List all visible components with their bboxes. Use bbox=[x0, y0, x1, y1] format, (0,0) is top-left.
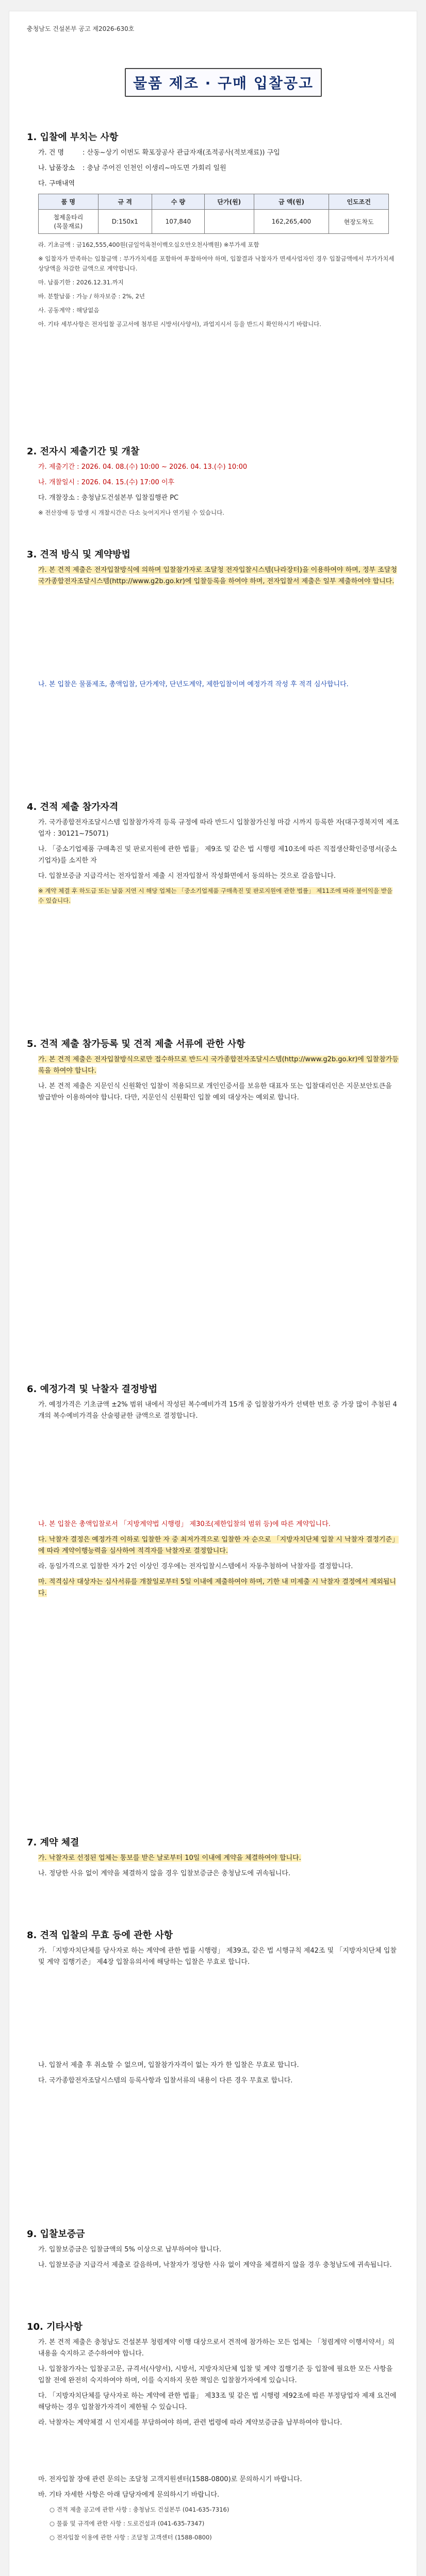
s10-line-4: 마. 전자입찰 장애 관련 문의는 조달청 고객지원센터(1588-0800)로 문의하시기 바랍니다. bbox=[38, 2476, 302, 2483]
s6-line-3: 라. 동일가격으로 입찰한 자가 2인 이상인 경우에는 전자입찰시스템에서 자동추첨하여 낙찰자를 결정합니다. bbox=[38, 1563, 353, 1570]
s1-row-0: 가. 건 명 : 산동~상기 이번도 확포장공사 관급자재(조적공사(적보재료)) 구입 bbox=[38, 149, 280, 157]
section-3 bbox=[27, 547, 399, 694]
s4-line-3: ※ 계약 체결 후 하도급 또는 납품 지연 시 해당 업체는 「중소기업제품 구매촉진 및 판로지원에 관한 법률」 제11조에 따라 불이익을 받을 수 있습니다. bbox=[38, 887, 392, 904]
s6-line-0: 가. 예정가격은 기초금액 ±2% 범위 내에서 작성된 복수예비가격 15개 중 입찰참가자가 선택한 번호 중 가장 많이 추첨된 4개의 복수예비가격을 산술평균한 금액으로 결정합니다. bbox=[38, 1401, 397, 1420]
s3-line-1: 나. 본 입찰은 물품제조, 총액입찰, 단가계약, 단년도계약, 제한입찰이며 예정가격 작성 후 적격 심사합니다. bbox=[38, 681, 349, 688]
notice-number: 충청남도 건설본부 공고 제2026-630호 bbox=[27, 25, 135, 32]
s8-line-1: 나. 입찰서 제출 후 취소할 수 없으며, 입찰참가자격이 없는 자가 한 입찰은 무효로 합니다. bbox=[38, 2061, 299, 2069]
section-1-title: 1. 입찰에 부치는 사항 bbox=[27, 132, 119, 143]
s10-line-1: 나. 입찰참가자는 입찰공고문, 규격서(사양서), 시방서, 지방자치단체 입찰 및 계약 집행기준 등 입찰에 필요한 모든 사항을 입찰 전에 완전히 숙지하여야 하며, 이를 숙지하지 못한 책임은 입찰참가자에게 있습니다. bbox=[38, 2365, 393, 2384]
s6-line-1: 나. 본 입찰은 총액입찰로서 「지방계약법 시행령」 제30조(제한입찰의 범위 등)에 따른 계약입니다. bbox=[38, 1520, 331, 1528]
section-1 bbox=[27, 130, 399, 333]
s2-line-2: 다. 개찰장소 : 충청남도건설본부 입찰집행관 PC bbox=[38, 494, 179, 502]
section-3-title: 3. 견적 방식 및 계약방법 bbox=[27, 549, 130, 560]
contact-2: ○ 전자입찰 이용에 관한 사항 : 조달청 고객센터 (1588-0800) bbox=[50, 2534, 212, 2541]
s10-line-3: 라. 낙찰자는 계약체결 시 인지세를 부담하여야 하며, 관련 법령에 따라 계약보증금을 납부하여야 합니다. bbox=[38, 2419, 342, 2427]
s2-line-1: 나. 개찰일시 : 2026. 04. 15.(수) 17:00 이후 bbox=[38, 479, 175, 486]
section-10-title: 10. 기타사항 bbox=[27, 2321, 83, 2332]
th-item: 품 명 bbox=[39, 194, 99, 210]
section-10 bbox=[27, 2319, 399, 2547]
s1-note-1: ※ 입찰자가 만족하는 입찰금액 : 부가가치세를 포함하여 투찰하여야 하며, 입찰결과 낙찰자가 면세사업자인 경우 입찰금액에서 부가가치세 상당액을 차감한 금액으로 계약합니다. bbox=[38, 255, 395, 272]
section-5-title: 5. 견적 제출 참가등록 및 견적 제출 서류에 관한 사항 bbox=[27, 1039, 245, 1049]
s5-line-1: 나. 본 견적 제출은 지문인식 신원확인 입찰이 적용되므로 개인인증서를 보유한 대표자 또는 입찰대리인은 지문보안토큰을 발급받아 이용하여야 합니다. 다만, 지문인식 신원확인 입찰 예외 대상자는 예외로 합니다. bbox=[38, 1082, 392, 1101]
s4-line-0: 가. 국가종합전자조달시스템 입찰참가자격 등록 규정에 따라 반드시 입찰참가신청 마감 시까지 등록한 자(대구경북지역 제조업자 : 30121~75071) bbox=[38, 819, 399, 838]
purchase-table bbox=[38, 194, 389, 234]
notice-title: 물품 제조 · 구매 입찰공고 bbox=[125, 68, 322, 97]
section-6 bbox=[27, 1382, 399, 1603]
section-6-title: 6. 예정가격 및 낙찰자 결정방법 bbox=[27, 1384, 158, 1395]
s5-line-0: 가. 본 견적 제출은 전자입찰방식으로만 접수하므로 반드시 국가종합전자조달시스템(http://www.g2b.go.kr)에 입찰참가등록을 하여야 합니다. bbox=[38, 1056, 399, 1075]
section-5 bbox=[27, 1037, 399, 1108]
section-2-title: 2. 전자시 제출기간 및 개찰 bbox=[27, 446, 140, 457]
section-8-title: 8. 견적 입찰의 무효 등에 관한 사항 bbox=[27, 1930, 173, 1941]
s10-line-5: 바. 기타 자세한 사항은 아래 담당자에게 문의하시기 바랍니다. bbox=[38, 2491, 220, 2499]
th-spec: 규 격 bbox=[98, 194, 152, 210]
s8-line-2: 다. 국가종합전자조달시스템의 등록사항과 입찰서류의 내용이 다른 경우 무효로 합니다. bbox=[38, 2077, 293, 2084]
section-8 bbox=[27, 1928, 399, 2091]
s1-note-5: 아. 기타 세부사항은 전자입찰 공고서에 첨부된 시방서(사양서), 과업지시서 등을 반드시 확인하시기 바랍니다. bbox=[38, 320, 321, 328]
th-qty: 수 량 bbox=[152, 194, 204, 210]
notice-page bbox=[9, 11, 417, 2576]
s1-row-2: 다. 구매내역 bbox=[38, 180, 75, 188]
th-amount: 금 액(원) bbox=[254, 194, 329, 210]
s1-note-4: 사. 공동계약 : 해당없음 bbox=[38, 307, 100, 314]
s9-line-1: 나. 입찰보증금 지급각서 제출로 갈음하며, 낙찰자가 정당한 사유 없이 계약을 체결하지 않을 경우 충청남도에 귀속됩니다. bbox=[38, 2261, 392, 2269]
s9-line-0: 가. 입찰보증금은 입찰금액의 5% 이상으로 납부하여야 합니다. bbox=[38, 2246, 222, 2253]
s3-line-0: 가. 본 견적 제출은 전자입찰방식에 의하며 입찰참가자로 조달청 전자입찰시스템(나라장터)을 이용하여야 하며, 정부 조달청 국가종합전자조달시스템(http://www.g2b.go.kr)에 입찰등록을 하여야 하며, 전자입찰서 제출은 일부 제출하여야 합니다. bbox=[38, 566, 397, 585]
s1-note-0: 라. 기초금액 : 금162,555,400원(금일억육천이백오십오만오천사백원) ※부가세 포함 bbox=[38, 241, 259, 248]
s2-line-3: ※ 전산장애 등 발생 시 개찰시간은 다소 늦어지거나 연기될 수 있습니다. bbox=[38, 509, 224, 516]
s10-line-2: 다. 「지방자치단체를 당사자로 하는 계약에 관한 법률」 제33조 및 같은 법 시행령 제92조에 따른 부정당업자 제재 요건에 해당하는 경우 입찰참가자격이 제한될 수 있습니다. bbox=[38, 2392, 397, 2411]
s8-line-0: 가. 「지방자치단체를 당사자로 하는 계약에 관한 법률 시행령」 제39조, 같은 법 시행규칙 제42조 및 「지방자치단체 입찰 및 계약 집행기준」 제4장 입찰유의서에 해당하는 입찰은 무효로 합니다. bbox=[38, 1947, 397, 1966]
section-9 bbox=[27, 2227, 399, 2275]
s4-line-2: 다. 입찰보증금 지급각서는 전자입찰서 제출 시 전자입찰서 작성화면에서 동의하는 것으로 갈음합니다. bbox=[38, 872, 336, 880]
purchase-table-row: 철제울타리 (목물재료) D:150x1 107,840 162,265,400 현장도착도 bbox=[39, 210, 389, 234]
s6-line-4: 마. 적격심사 대상자는 심사서류를 개찰일로부터 5일 이내에 제출하여야 하며, 기한 내 미제출 시 낙찰자 결정에서 제외됩니다. bbox=[38, 1578, 396, 1597]
s2-line-0: 가. 제출기간 : 2026. 04. 08.(수) 10:00 ~ 2026. 04. 13.(수) 10:00 bbox=[38, 463, 248, 471]
s1-note-2: 마. 납품기한 : 2026.12.31.까지 bbox=[38, 279, 124, 286]
th-unit-price: 단가(원) bbox=[204, 194, 254, 210]
s7-line-1: 나. 정당한 사유 없이 계약을 체결하지 않을 경우 입찰보증금은 충청남도에 귀속됩니다. bbox=[38, 1870, 291, 1877]
s4-line-1: 나. 「중소기업제품 구매촉진 및 판로지원에 관한 법률」 제9조 및 같은 법 시행령 제10조에 따른 직접생산확인증명서(중소기업자)를 소지한 자 bbox=[38, 845, 397, 865]
section-9-title: 9. 입찰보증금 bbox=[27, 2229, 85, 2240]
contact-1: ○ 물품 및 규격에 관한 사항 : 도로건설과 (041-635-7347) bbox=[50, 2520, 205, 2527]
purchase-table-header bbox=[39, 194, 389, 210]
s6-line-2: 다. 낙찰자 결정은 예정가격 이하로 입찰한 자 중 최저가격으로 입찰한 자 순으로 「지방자치단체 입찰 시 낙찰자 결정기준」에 따라 계약이행능력을 심사하여 적격자를 낙찰자로 결정합니다. bbox=[38, 1536, 399, 1555]
section-2 bbox=[27, 444, 399, 522]
contact-0: ○ 견적 제출 공고에 관한 사항 : 충청남도 건설본부 (041-635-7316) bbox=[50, 2506, 230, 2513]
s10-line-0: 가. 본 견적 제출은 충청남도 건설본부 청렴계약 이행 대상으로서 견적에 참가하는 모든 업체는 「청렴계약 이행서약서」의 내용을 숙지하고 준수하여야 합니다. bbox=[38, 2338, 395, 2358]
s1-note-3: 바. 분할납품 : 가능 / 하자보증 : 2%, 2년 bbox=[38, 293, 145, 300]
s7-line-0: 가. 낙찰자로 선정된 업체는 통보를 받은 날로부터 10일 이내에 계약을 체결하여야 합니다. bbox=[38, 1854, 301, 1862]
section-4-title: 4. 견적 제출 참가자격 bbox=[27, 802, 119, 812]
section-7-title: 7. 계약 체결 bbox=[27, 1837, 79, 1848]
section-4 bbox=[27, 800, 399, 910]
th-delivery: 인도조건 bbox=[329, 194, 389, 210]
section-7 bbox=[27, 1835, 399, 1884]
s1-row-1: 나. 납품장소 : 충남 주어진 인천인 이생리~마도면 가회리 일원 bbox=[38, 164, 226, 172]
